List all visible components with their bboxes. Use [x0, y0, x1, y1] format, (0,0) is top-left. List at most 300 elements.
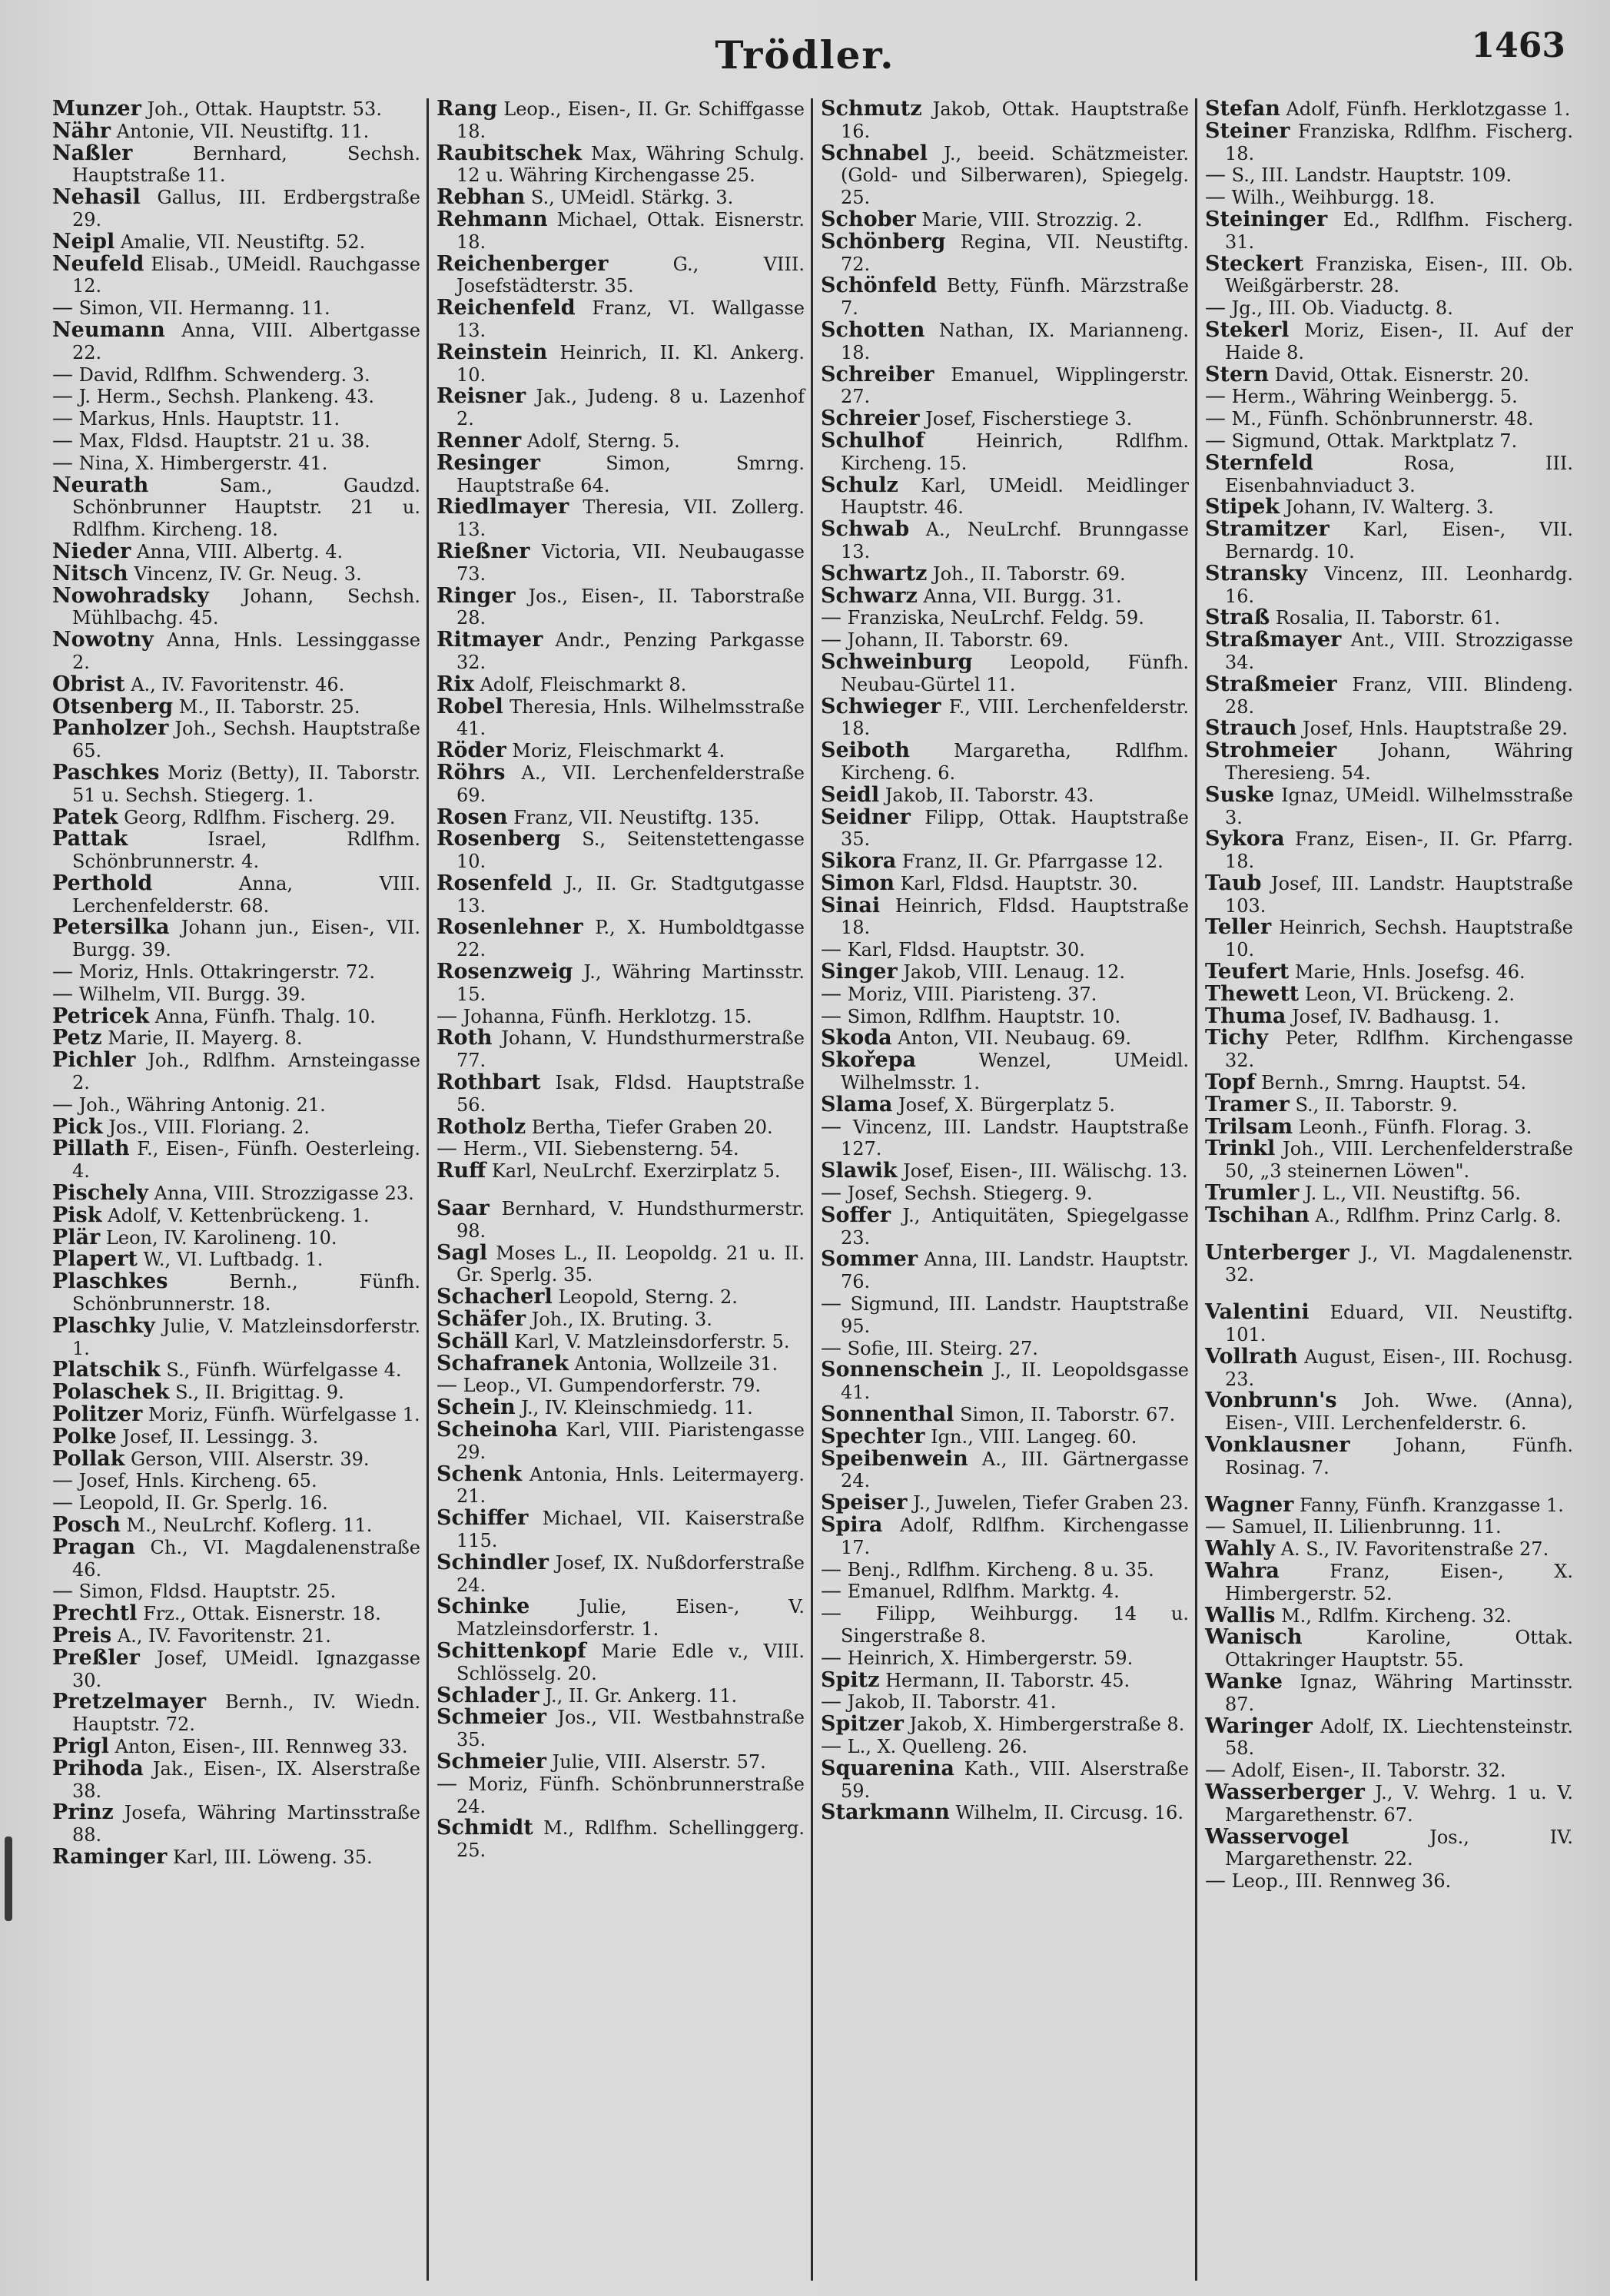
directory-entry [1205, 450, 1573, 497]
directory-entry [52, 1537, 420, 1581]
entry-details: Simon, Fldsd. Hauptstr. 25. [78, 1581, 337, 1603]
entry-details: Isak, Fldsd. Hauptstraße 56. [456, 1072, 805, 1116]
entry-name: Rix [437, 672, 474, 696]
directory-entry [52, 408, 420, 430]
entry-name: Trinkl [1205, 1136, 1276, 1161]
directory-entry [821, 1094, 1189, 1116]
entry-name: Plaschky [52, 1313, 155, 1338]
entry-details: Bernhard, Sechsh. Hauptstraße 11. [72, 142, 420, 187]
directory-entry [52, 1094, 420, 1116]
entry-details: Julie, V. Matzleinsdorferstr. 1. [72, 1315, 420, 1359]
entry-name: Rehmann [437, 207, 548, 231]
directory-entry [1205, 1006, 1573, 1028]
entry-details: J., beeid. Schätzmeister. (Gold- und Silberwaren), Spiegelg. 25. [841, 142, 1189, 209]
directory-entry [437, 674, 805, 696]
entry-name: Plaschkes [52, 1269, 168, 1294]
directory-entry [1205, 1824, 1573, 1871]
entry-name: Schmeier [437, 1749, 546, 1773]
entry-name: Wasservogel [1205, 1824, 1349, 1849]
directory-entry [437, 342, 805, 387]
entry-details: M., Fünfh. Schönbrunnerstr. 48. [1231, 408, 1534, 430]
directory-entry [1205, 873, 1573, 917]
directory-entry [437, 1160, 805, 1183]
entry-details: Vincenz, III. Leonhardg. 16. [1225, 562, 1573, 607]
entry-repeat-dash: — [52, 1579, 73, 1604]
entry-name: Schacherl [437, 1285, 553, 1309]
entry-details: Markus, Hnls. Hauptstr. 11. [78, 408, 340, 430]
directory-entry [437, 1419, 805, 1464]
directory-entry [52, 1846, 420, 1869]
entry-details: Johann, Fünfh. Rosinag. 7. [1225, 1435, 1573, 1478]
entry-details: Michael, Ottak. Eisnerstr. 18. [456, 208, 805, 253]
directory-entry [52, 1736, 420, 1758]
entry-repeat-dash: — [821, 606, 842, 630]
entry-name: Sommer [821, 1247, 918, 1272]
entry-details: Franz, VIII. Blindeng. 28. [1225, 673, 1573, 718]
entry-details: Bernh., IV. Wiedn. Hauptstr. 72. [72, 1691, 420, 1736]
directory-entry [437, 1116, 805, 1139]
entry-name: Politzer [52, 1402, 143, 1427]
directory-entry [821, 981, 1189, 1006]
entry-name: Trumler [1205, 1181, 1300, 1206]
entry-name: Schwieger [821, 694, 941, 718]
entry-details: Josef, Eisen-, III. Wälischg. 13. [903, 1160, 1188, 1183]
entry-details: Ignaz, Währing Martinsstr. 87. [1225, 1671, 1573, 1715]
entry-name: Steiner [1205, 118, 1290, 143]
entry-details: A., Rdlfhm. Prinz Carlg. 8. [1315, 1204, 1562, 1226]
entry-details: Elisab., UMeidl. Rauchgasse 12. [72, 253, 420, 297]
entry-name: Straß [1205, 606, 1270, 630]
entry-name: Vonklausner [1205, 1433, 1350, 1458]
directory-entry [52, 1183, 420, 1205]
entry-name: Renner [437, 428, 522, 453]
entry-details: Karl, III. Löweng. 35. [172, 1846, 373, 1868]
entry-details: S., UMeidl. Stärkg. 3. [530, 187, 734, 209]
entry-details: Andr., Penzing Parkgasse 32. [456, 629, 805, 673]
entry-name: Teller [1205, 915, 1272, 940]
entry-details: Jg., III. Ob. Viaductg. 8. [1231, 297, 1453, 320]
directory-entry [821, 696, 1189, 741]
entry-details: Leon, VI. Brückeng. 2. [1304, 983, 1515, 1005]
entry-details: Joh., Sechsh. Hauptstraße 65. [72, 718, 420, 762]
entry-name: Nitsch [52, 561, 128, 586]
directory-entry [821, 1581, 1189, 1603]
directory-entry [1205, 496, 1573, 519]
directory-entry [52, 187, 420, 231]
entry-name: Unterberger [1205, 1240, 1349, 1265]
entry-details: Josef, IX. Nußdorferstraße 24. [456, 1551, 805, 1596]
directory-entry [52, 1625, 420, 1647]
directory-column-1 [45, 98, 429, 2281]
entry-details: Victoria, VII. Neubaugasse 73. [456, 540, 805, 585]
entry-details: Regina, VII. Neustiftg. 72. [841, 231, 1189, 275]
entry-details: Amalie, VII. Neustiftg. 52. [120, 231, 366, 253]
entry-repeat-dash: — [1205, 428, 1226, 453]
entry-name: Neufeld [52, 251, 144, 276]
entry-repeat-dash: — [1205, 1869, 1226, 1893]
directory-entry [1205, 1492, 1573, 1517]
entry-details: Adolf, Rdlfhm. Kirchengasse 17. [841, 1515, 1189, 1558]
directory-entry [437, 740, 805, 762]
entry-details: Ed., Rdlfhm. Fischerg. 31. [1225, 208, 1573, 253]
directory-column-2 [429, 98, 813, 2281]
directory-entry [821, 1691, 1189, 1714]
entry-details: Leop., Eisen-, II. Gr. Schiffgasse 18. [456, 98, 805, 142]
entry-details: S., II. Brigittag. 9. [175, 1382, 344, 1404]
entry-name: Tschihan [1205, 1203, 1310, 1227]
entry-details: Josef, Hnls. Kircheng. 65. [78, 1470, 317, 1492]
entry-details: Frz., Ottak. Eisnerstr. 18. [143, 1603, 381, 1625]
entry-name: Rotholz [437, 1114, 526, 1139]
entry-name: Strohmeier [1205, 738, 1337, 763]
entry-details: Franziska, Eisen-, III. Ob. Weißgärberstr. 28. [1225, 253, 1573, 297]
entry-name: Petz [52, 1026, 102, 1050]
entry-name: Reinstein [437, 340, 548, 364]
entry-details: Moriz, Hnls. Ottakringerstr. 72. [78, 961, 376, 984]
entry-details: A. S., IV. Favoritenstraße 27. [1280, 1538, 1549, 1561]
entry-name: Schafranek [437, 1351, 569, 1375]
entry-details: Franz, Eisen-, X. Himbergerstr. 52. [1225, 1561, 1573, 1604]
directory-entry [437, 1508, 805, 1552]
entry-details: Heinrich, X. Himbergerstr. 59. [847, 1647, 1134, 1669]
entry-details: Franz, VII. Neustiftg. 135. [513, 806, 760, 828]
directory-entry [1205, 674, 1573, 718]
entry-details: Franz, Eisen-, II. Gr. Pfarrg. 18. [1225, 828, 1573, 873]
entry-name: Stern [1205, 362, 1270, 387]
entry-details: Joh., Ottak. Hauptstr. 53. [147, 98, 382, 120]
directory-entry [821, 1050, 1189, 1094]
directory-entry [52, 1313, 420, 1360]
entry-details: Peter, Rdlfhm. Kirchengasse 32. [1225, 1027, 1573, 1072]
entry-details: Leopold, Sterng. 2. [558, 1286, 738, 1309]
entry-details: Joh., Rdlfhm. Arnsteingasse 2. [72, 1050, 420, 1094]
entry-name: Vonbrunn's [1205, 1389, 1337, 1413]
directory-entry [437, 1685, 805, 1707]
entry-repeat-dash: — [1205, 1515, 1226, 1539]
directory-entry [437, 583, 805, 630]
entry-name: Rosen [437, 805, 508, 829]
entry-repeat-dash: — [821, 1292, 842, 1316]
directory-entry [52, 807, 420, 829]
entry-name: Seidl [821, 782, 880, 807]
entry-details: M., II. Taborstr. 25. [178, 695, 360, 718]
entry-details: F., Eisen-, Fünfh. Oesterleing. 4. [72, 1138, 420, 1183]
directory-entry [52, 583, 420, 630]
entry-repeat-dash: — [821, 1734, 842, 1758]
entry-name: Schnabel [821, 141, 928, 165]
entry-repeat-dash: — [1205, 384, 1226, 409]
entry-name: Wagner [1205, 1492, 1294, 1517]
directory-entry [52, 1470, 420, 1492]
entry-details: A., VII. Lerchenfelderstraße 69. [456, 761, 805, 806]
entry-details: Josefa, Währing Martinsstraße 88. [72, 1802, 420, 1846]
directory-entry [52, 251, 420, 298]
directory-entry [1205, 1072, 1573, 1094]
entry-name: Pretzelmayer [52, 1690, 207, 1714]
entry-details: Simon, Smrng. Hauptstraße 64. [456, 452, 805, 496]
entry-name: Schwarz [821, 583, 918, 608]
entry-details: Anna, VII. Burgg. 31. [923, 585, 1122, 607]
directory-entry [1205, 981, 1573, 1006]
entry-details: Theresia, Hnls. Wilhelmsstraße 41. [456, 695, 805, 740]
entry-name: Roth [437, 1026, 493, 1050]
entry-details: Georg, Rdlfhm. Fischerg. 29. [124, 806, 396, 828]
entry-details: Moriz, Fleischmarkt 4. [512, 740, 725, 762]
directory-entry [52, 961, 420, 984]
directory-entry [52, 1802, 420, 1846]
entry-details: Johanna, Fünfh. Herklotzg. 15. [463, 1005, 752, 1027]
directory-entry [821, 1647, 1189, 1670]
entry-details: Kath., VIII. Alserstraße 59. [841, 1757, 1189, 1802]
directory-entry [437, 1072, 805, 1116]
entry-name: Schmeier [437, 1705, 546, 1730]
entry-name: Stefan [1205, 98, 1280, 121]
entry-details: Joh. Wwe. (Anna), Eisen-, VIII. Lerchenfelderstr. 6. [1225, 1390, 1573, 1435]
directory-entry [52, 1006, 420, 1028]
directory-entry [437, 629, 805, 674]
entry-repeat-dash: — [52, 1468, 73, 1493]
entry-repeat-dash: — [52, 406, 73, 431]
entry-details: Theresia, VII. Zollerg. 13. [456, 496, 805, 541]
directory-entry [821, 519, 1189, 563]
entry-name: Stipek [1205, 495, 1280, 519]
directory-entry [821, 1603, 1189, 1647]
directory-entry [821, 364, 1189, 409]
entry-details: Simon, VII. Hermanng. 11. [78, 297, 330, 320]
directory-entry [1205, 782, 1573, 829]
directory-entry [437, 1027, 805, 1072]
entry-name: Seidner [821, 805, 911, 829]
entry-details: Karl, Fldsd. Hauptstr. 30. [847, 939, 1085, 961]
directory-entry [1205, 718, 1573, 740]
entry-details: Moriz, Eisen-, II. Auf der Haide 8. [1225, 319, 1573, 363]
entry-details: Wilhelm, II. Circusg. 16. [955, 1802, 1184, 1824]
entry-repeat-dash: — [821, 1181, 842, 1206]
entry-details: Heinrich, Fldsd. Hauptstraße 18. [841, 894, 1189, 939]
entry-details: Filipp, Weihburgg. 14 u. Singerstraße 8. [841, 1603, 1189, 1647]
directory-entry [437, 917, 805, 961]
entry-details: J. L., VII. Neustiftg. 56. [1304, 1183, 1521, 1205]
entry-name: Röhrs [437, 760, 506, 785]
directory-entry [437, 873, 805, 917]
directory-entry [52, 1492, 420, 1515]
directory-entry [821, 1758, 1189, 1803]
entry-details: P., X. Humboldtgasse 22. [456, 917, 805, 961]
directory-entry [821, 1293, 1189, 1338]
entry-details: Joh., II. Taborstr. 69. [932, 562, 1126, 585]
entry-name: Prihoda [52, 1756, 144, 1780]
entry-name: Singer [821, 960, 898, 984]
entry-details: Leopold, II. Gr. Sperlg. 16. [78, 1492, 328, 1515]
directory-entry [437, 450, 805, 497]
entry-name: Spitzer [821, 1712, 904, 1737]
entry-details: Emanuel, Wipplingerstr. 27. [841, 363, 1189, 408]
entry-name: Neipl [52, 229, 115, 254]
directory-entry [821, 1426, 1189, 1448]
entry-details: Marie Edle v., VIII. Schlösselg. 20. [456, 1640, 805, 1684]
directory-entry [52, 231, 420, 254]
directory-entry [1205, 1782, 1573, 1827]
entry-details: Josef, Fischerstiege 3. [925, 408, 1133, 430]
entry-name: Otsenberg [52, 694, 174, 718]
entry-details: Benj., Rdlfhm. Kircheng. 8 u. 35. [847, 1558, 1154, 1581]
directory-entry [437, 807, 805, 829]
entry-details: J., VI. Magdalenenstr. 32. [1225, 1242, 1573, 1286]
directory-entry [52, 317, 420, 364]
entry-details: Franziska, NeuLrchf. Feldg. 59. [847, 607, 1144, 629]
entry-details: Anton, VII. Neubaug. 69. [898, 1027, 1131, 1050]
entry-details: Josef, II. Lessingg. 3. [122, 1425, 319, 1448]
entry-details: M., NeuLrchf. Koflerg. 11. [126, 1515, 373, 1536]
entry-name: Slama [821, 1092, 893, 1116]
entry-details: Herm., Währing Weinbergg. 5. [1231, 386, 1518, 408]
entry-details: Ant., VIII. Strozzigasse 34. [1225, 629, 1573, 673]
entry-details: Jos., VIII. Floriang. 2. [108, 1116, 310, 1138]
entry-details: Leon, IV. Karolineng. 10. [105, 1226, 337, 1249]
entry-name: Preis [52, 1623, 112, 1647]
directory-entry [1205, 118, 1573, 165]
directory-entry [1205, 1435, 1573, 1479]
directory-entry [52, 1227, 420, 1249]
entry-name: Petricek [52, 1004, 150, 1028]
entry-name: Pick [52, 1114, 103, 1139]
entry-name: Panholzer [52, 716, 169, 741]
entry-name: Straßmayer [1205, 628, 1342, 652]
entry-name: Petersilka [52, 915, 170, 940]
entry-name: Wanke [1205, 1669, 1283, 1694]
entry-name: Steininger [1205, 207, 1328, 231]
entry-name: Thewett [1205, 981, 1300, 1006]
entry-name: Ruff [437, 1159, 486, 1183]
entry-details: Josef, Sechsh. Stiegerg. 9. [847, 1183, 1093, 1205]
entry-name: Rosenzweig [437, 960, 573, 984]
directory-entry [52, 1758, 420, 1803]
entry-details: M., Rdlfm. Kircheng. 32. [1281, 1604, 1512, 1627]
entry-details: G., VIII. Josefstädterstr. 35. [456, 253, 805, 297]
entry-name: Suske [1205, 782, 1275, 807]
directory-entry [1205, 430, 1573, 453]
entry-details: Johann, Sechsh. Mühlbachg. 45. [72, 585, 420, 629]
entry-repeat-dash: — [821, 937, 842, 962]
entry-details: Adolf, V. Kettenbrückeng. 1. [108, 1204, 370, 1226]
directory-column-4 [1197, 98, 1579, 2281]
directory-entry [1205, 1538, 1573, 1561]
directory-entry [821, 649, 1189, 696]
entry-details: J., Währing Martinsstr. 15. [456, 961, 805, 1005]
directory-entry [821, 1006, 1189, 1028]
entry-name: Perthold [52, 871, 153, 895]
directory-entry [52, 563, 420, 586]
directory-entry [821, 1714, 1189, 1736]
entry-details: Johann jun., Eisen-, VII. Burgg. 39. [72, 917, 420, 961]
entry-details: Jakob, Ottak. Hauptstraße 16. [841, 98, 1189, 142]
entry-name: Simon [821, 871, 895, 895]
entry-name: Wanisch [1205, 1625, 1303, 1650]
entry-details: Hermann, II. Taborstr. 45. [885, 1669, 1130, 1691]
directory-entry [1205, 1870, 1573, 1893]
entry-details: J. Herm., Sechsh. Plankeng. 43. [78, 386, 375, 408]
entry-name: Posch [52, 1513, 121, 1537]
entry-details: Johann, IV. Walterg. 3. [1285, 496, 1494, 519]
entry-details: Nathan, IX. Marianneng. 18. [841, 319, 1189, 363]
directory-entry [52, 1691, 420, 1736]
directory-entry [1205, 740, 1573, 785]
entry-name: Scheinoha [437, 1418, 558, 1442]
directory-entry [821, 1736, 1189, 1758]
directory-entry [437, 297, 805, 342]
entry-repeat-dash: — [52, 1092, 73, 1116]
entry-details: Ignaz, UMeidl. Wilhelmsstraße 3. [1225, 784, 1573, 828]
entry-name: Nähr [52, 118, 111, 143]
entry-details: Franz, VI. Wallgasse 13. [456, 297, 805, 341]
directory-entry [52, 1116, 420, 1139]
entry-name: Wallis [1205, 1603, 1276, 1627]
directory-entry [1205, 1760, 1573, 1782]
entry-repeat-dash: — [821, 1335, 842, 1360]
entry-details: Max, Währing Schulg. 12 u. Währing Kirchengasse 25. [456, 142, 805, 187]
entry-repeat-dash: — [821, 1690, 842, 1714]
directory-entry [52, 1249, 420, 1271]
directory-entry [821, 807, 1189, 851]
directory-entry [1205, 364, 1573, 387]
entry-name: Polaschek [52, 1380, 170, 1405]
entry-details: Julie, Eisen-, V. Matzleinsdorferstr. 1. [456, 1596, 805, 1641]
directory-column-3 [813, 98, 1197, 2281]
directory-entry [52, 475, 420, 541]
entry-details: Joh., VIII. Lerchenfelderstraße 50, „3 steinernen Löwen". [1225, 1138, 1573, 1183]
entry-repeat-dash: — [52, 362, 73, 387]
entry-details: Johann, Währing Theresieng. 54. [1225, 740, 1573, 784]
entry-repeat-dash: — [821, 1601, 842, 1626]
entry-name: Rosenfeld [437, 871, 553, 895]
directory-entry [437, 1331, 805, 1353]
entry-details: Moriz (Betty), II. Taborstr. 51 u. Sechsh. Stiegerg. 1. [72, 761, 420, 806]
directory-entry [1205, 1390, 1573, 1435]
entry-repeat-dash: — [437, 1136, 457, 1161]
directory-entry [437, 961, 805, 1006]
entry-details: Wilhelm, VII. Burgg. 39. [78, 983, 306, 1005]
entry-details: Sigmund, III. Landstr. Hauptstraße 95. [841, 1293, 1189, 1337]
directory-entry [1205, 187, 1573, 209]
directory-entry [1205, 1302, 1573, 1346]
directory-entry [821, 607, 1189, 629]
directory-entry [52, 430, 420, 453]
entry-name: Patek [52, 805, 118, 829]
entry-details: Adolf, Eisen-, II. Taborstr. 32. [1231, 1760, 1506, 1782]
directory-entry [821, 231, 1189, 276]
directory-entry [52, 1050, 420, 1094]
entry-details: Jakob, II. Taborstr. 43. [885, 784, 1094, 806]
directory-entry [437, 1006, 805, 1028]
directory-entry [1205, 1561, 1573, 1605]
directory-entry [437, 209, 805, 254]
entry-details: Karl, NeuLrchf. Exerzirplatz 5. [491, 1160, 781, 1183]
directory-entry [821, 1667, 1189, 1692]
entry-details: Bernh., Fünfh. Schönbrunnerstr. 18. [72, 1271, 420, 1316]
directory-entry [52, 1027, 420, 1050]
entry-name: Schmutz [821, 98, 922, 121]
entry-details: Anna, VIII. Albertg. 4. [137, 540, 344, 562]
entry-name: Schreiber [821, 362, 934, 387]
directory-entry [437, 251, 805, 298]
directory-entry [821, 1359, 1189, 1404]
directory-entry [821, 1515, 1189, 1559]
directory-entry [821, 1559, 1189, 1581]
entry-name: Reichenfeld [437, 296, 576, 320]
entry-details: Julie, VIII. Alserstr. 57. [552, 1750, 766, 1773]
entry-name: Schönberg [821, 229, 946, 254]
directory-entry [52, 118, 420, 143]
